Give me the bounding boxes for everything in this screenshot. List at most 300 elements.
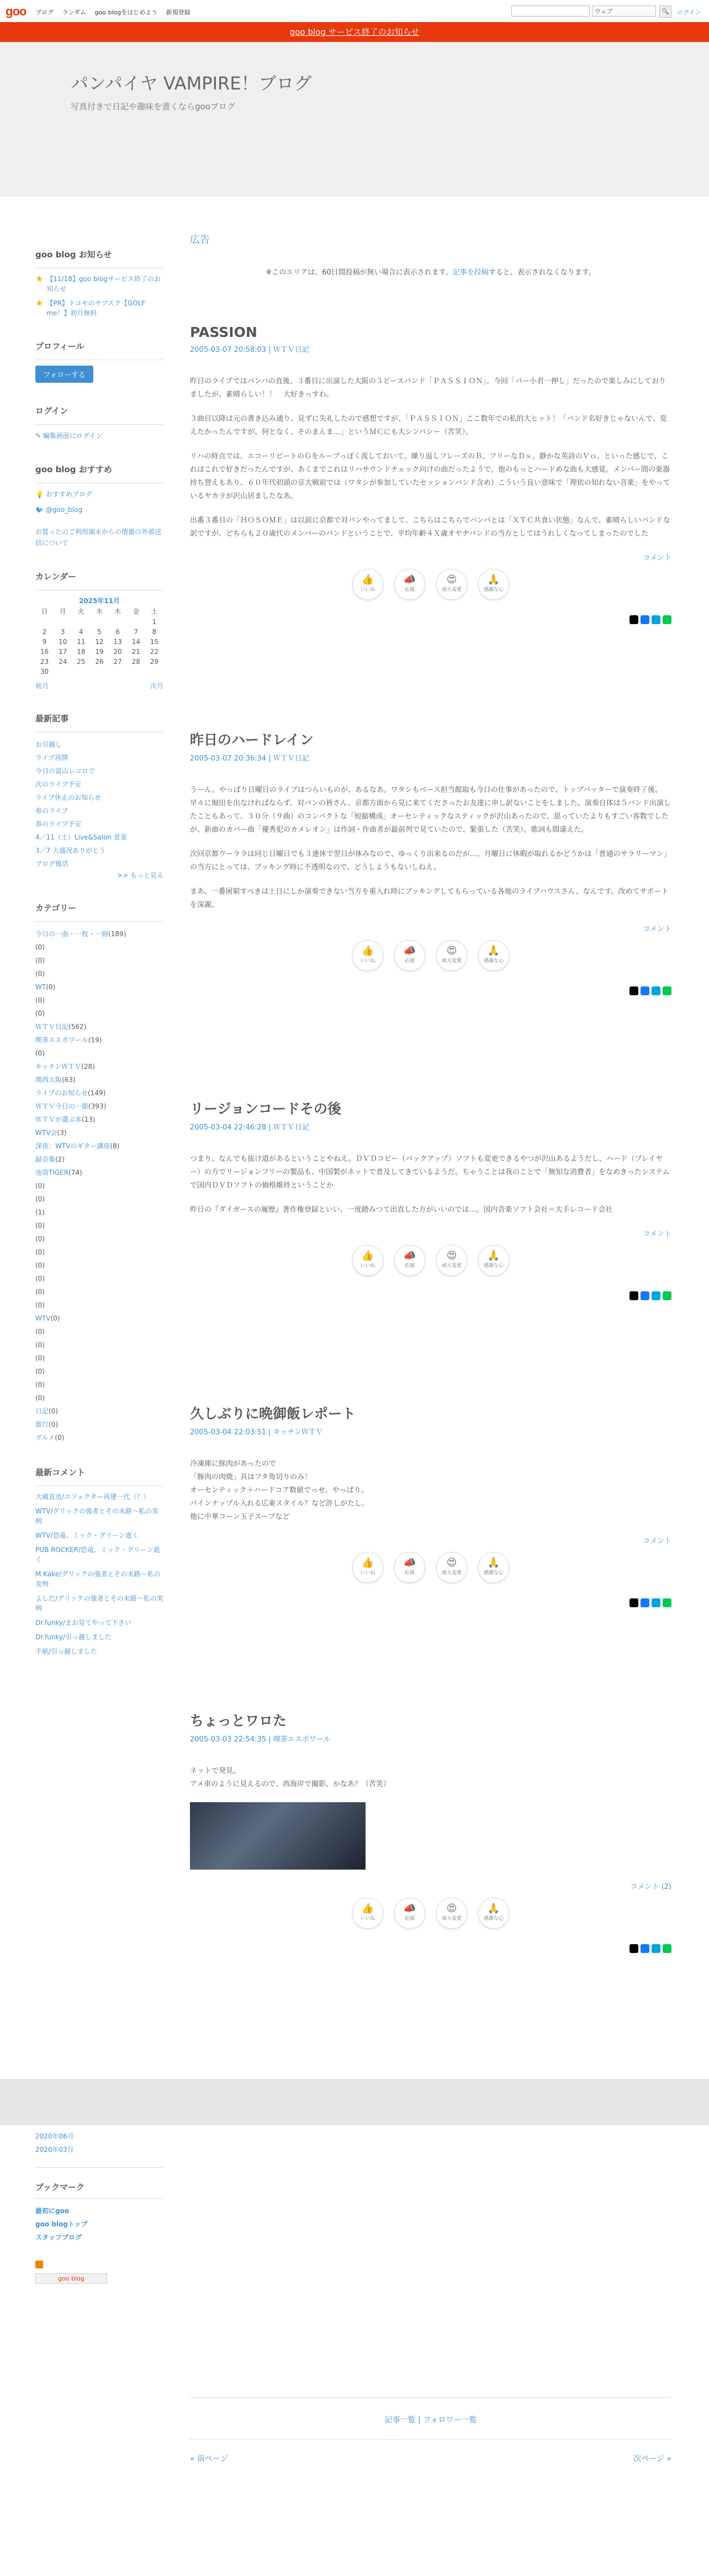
weekday-label: 金 [133, 608, 140, 615]
category-count: (0) [35, 1182, 45, 1190]
category-count: (393) [88, 1102, 107, 1110]
recent-article-link[interactable]: お引越し [35, 741, 62, 748]
login-heading: ログイン [35, 405, 163, 425]
category-heading: カテゴリー [35, 902, 163, 922]
line-share-icon[interactable] [663, 1598, 671, 1607]
calendar-day: 9 [42, 638, 47, 646]
category-name[interactable]: ライブのお知らせ [35, 1089, 88, 1097]
category-name[interactable]: WTV会 [35, 1129, 57, 1137]
recent-article-link[interactable]: 春のライブ予定 [35, 820, 82, 828]
reaction-buttons [190, 569, 671, 600]
calendar-day: 13 [113, 638, 122, 646]
bird-icon: 🐦 [35, 506, 44, 514]
calendar-prev-link[interactable]: 前月 [35, 682, 49, 690]
calendar-day: 8 [152, 628, 157, 636]
calendar-day [127, 617, 145, 627]
search-icon[interactable]: 🔍 [659, 6, 671, 18]
entry-paragraph: 昨日のライブではパンパの直後、３番目に出演した大阪の３ピースバンド「ＰＡＳＳＩＯＮ」。今回「パー小君一押し」だったので楽しみにしておりましたが、素晴らしい！！ 大好きっすわ。 [190, 377, 666, 399]
category-count: (0) [35, 957, 45, 964]
reaction-emoji-icon: 😍 [446, 574, 457, 585]
calendar-week [35, 627, 163, 637]
blog-entry [190, 1710, 671, 1953]
entry-title[interactable]: ちょっとワロた [190, 1713, 287, 1729]
privacy-note-link[interactable]: お買ったのご利用端末からの情報の外部送信について [35, 528, 162, 547]
calendar-day: 28 [131, 658, 140, 666]
reaction-buttons [190, 1245, 671, 1276]
reaction-emoji-icon: 🙏 [487, 574, 500, 585]
nav-start-blog[interactable]: goo blogをはじめよう [94, 9, 158, 16]
follow-button[interactable]: フォローする [35, 366, 93, 383]
recent-comment-link[interactable]: Dr.funky/まお見てやって下さい [35, 1619, 131, 1627]
category-count: (28) [81, 1063, 95, 1070]
blog-title[interactable]: パンパイヤ VAMPIRE！ブログ [71, 73, 312, 94]
profile-heading: プロフィール [35, 340, 163, 360]
entry-paragraph: うーん。やっぱり日曜日のライブはつらいものが、あるなあ。ワタシもベース担当館取も今日の仕事があったので、トップバッターで演奏終了後、早々に堀田を出なければならず、対バンの皆さん、京都方面から見に来てくださったお友達に申し訳ないことをしました。演奏自体は５バンド出演したこともあって、３０分（９曲）のコンパクトな「短縮構成」オーセンティックなスティックが沢山あったので、思っていたよりもすごい客数でしたが、新曲のカバー曲「優秀犯のカメレオン」は作詞・作曲者が最前列で見ていたので、緊張した（苦笑）。歌詞も間違えた。 [190, 786, 671, 834]
nav-random[interactable]: ランダム [62, 9, 87, 16]
calendar-day: 7 [134, 628, 139, 636]
comment-link[interactable]: コメント [642, 554, 671, 562]
reaction-emoji-icon: 🙏 [487, 1557, 500, 1569]
category-item[interactable] [35, 1192, 163, 1206]
entry-body [190, 1458, 671, 1524]
category-count: (0) [35, 1394, 45, 1402]
archive-list [35, 2130, 163, 2156]
comment-link[interactable]: コメント [642, 925, 671, 933]
hatena-share-icon[interactable] [652, 1598, 660, 1607]
calendar-week [35, 647, 163, 657]
entry-meta[interactable]: 2005-03-04 22:03:51 | キッチンＷＴＶ [190, 1428, 323, 1437]
calendar-day [72, 667, 90, 677]
calendar-day: 1 [152, 618, 157, 626]
goo-blog-badge[interactable]: goo blog [35, 2273, 107, 2284]
reaction-label: 応援 [404, 587, 415, 593]
category-name[interactable]: 今日の一曲・一枚・一冊 [35, 930, 109, 938]
reaction-label: 感謝な心 [483, 587, 504, 593]
entry-paragraph: リハの時点では、エコーリピートのＧをループっぽく流しておいて、繰り返しフレーズのＢ、フリーなＤｓ、静かな英詩のＶｏ、といった感じで、これはこれで好きだったんですが、あくまでこれはリハサウンドチェック向けの曲だったようで。他のもっとハードめな曲も大感覚。メンバー間の楽器持ち替えもあり、６０年代初頭の京大戦前では（ワタシが参加していたセッションバンド含め）こういう良い意味で「理依の知れない音楽」をやっているヤカラが沢山居ましたなあ。 [190, 452, 670, 500]
recent-article-link[interactable]: ライブ再開 [35, 754, 68, 762]
reaction-label: 応援 [404, 1570, 415, 1576]
category-count: (0) [35, 1010, 45, 1017]
category-name[interactable]: 旅行 [35, 1421, 49, 1428]
recent-article-link[interactable]: 次のライブ予定 [35, 780, 82, 788]
reaction-label: 頑大変愛 [441, 958, 462, 964]
category-item[interactable] [35, 1391, 163, 1405]
nav-register[interactable]: 新規登録 [166, 9, 191, 16]
x-share-icon[interactable] [629, 1944, 638, 1953]
reaction-button[interactable] [478, 1898, 509, 1929]
entry-paragraph: 出番３番目の「ＨＯＳＯＭＥ」は以前に京都で対バンやってまして、こちらはこちらでパンパとは「ＸＴＣ共食い状態」なんで、素晴らしいバンドな訳ですが、どちらも２０歳代のメンバーのバンドということで、平均年齢４Ｘ歳オヤヂバンドの当方としてはうれしくなってしまったのでした [190, 516, 670, 538]
login-link[interactable]: ログイン [677, 9, 701, 16]
reaction-button[interactable] [436, 569, 467, 600]
reaction-button[interactable] [478, 940, 509, 971]
line-share-icon[interactable] [663, 1944, 671, 1953]
recent-article-link[interactable]: ブログ復活 [35, 860, 69, 868]
entry-paragraph: ネットで発見。 アメ車のように見えるので、西海岸で撮影、かなあ？（苦笑） [190, 1767, 390, 1788]
hatena-share-icon[interactable] [652, 615, 660, 624]
post-article-link[interactable]: 記事を投稿 [452, 268, 489, 277]
calendar-week [35, 667, 163, 677]
category-name[interactable]: ＷＴＶ今日の一節 [35, 1102, 89, 1110]
comment-link[interactable]: コメント [642, 1537, 671, 1545]
calendar-day: 4 [79, 628, 83, 636]
category-item[interactable] [35, 1060, 163, 1073]
x-share-icon[interactable] [629, 615, 638, 624]
category-item[interactable] [35, 927, 163, 941]
category-item[interactable] [35, 1113, 163, 1126]
calendar-day: 29 [150, 658, 159, 666]
reaction-emoji-icon: 📣 [403, 945, 416, 957]
category-item[interactable] [35, 1272, 163, 1285]
category-item[interactable] [35, 1219, 163, 1232]
category-item[interactable] [35, 1007, 163, 1020]
comment-link[interactable]: コメント [642, 1230, 671, 1238]
reaction-button[interactable] [352, 569, 383, 600]
share-buttons [190, 1291, 671, 1300]
reaction-emoji-icon: 👍 [361, 1250, 374, 1261]
category-item[interactable] [35, 1100, 163, 1113]
blog-entry [190, 324, 671, 624]
category-count: (0) [35, 1381, 45, 1389]
bookmark-link[interactable]: スタッフブログ [35, 2234, 82, 2241]
recent-comment-link[interactable]: 手紙/引っ越しました [35, 1648, 98, 1655]
archive-link[interactable]: 2020年06月 [35, 2132, 74, 2140]
category-item[interactable] [35, 1153, 163, 1166]
recent-heading: 最新記事 [35, 712, 163, 732]
calendar-day: 25 [77, 658, 86, 666]
weekday-label: 日 [41, 608, 48, 615]
recent-article-link[interactable]: 春のライブ [35, 807, 68, 815]
reaction-label: 頑大変愛 [441, 587, 462, 593]
recent-comment-link[interactable]: よしだ/グリックの強者とその末路〜私の実例 [35, 1595, 163, 1612]
bookmark-link[interactable]: goo blogトップ [35, 2220, 88, 2228]
pager [190, 2439, 671, 2464]
reaction-label: いいね [360, 1570, 375, 1576]
recommend-heading: goo blog おすすめ [35, 463, 163, 483]
category-count: (0) [35, 970, 45, 978]
category-item[interactable] [35, 1245, 163, 1259]
entry-title[interactable]: 久しぶりに晩御飯レポート [190, 1406, 356, 1422]
category-item[interactable] [35, 1139, 163, 1153]
calendar-next-link[interactable]: 次月 [150, 682, 163, 690]
x-share-icon[interactable] [629, 1598, 638, 1607]
calendar-day: 21 [131, 648, 140, 656]
facebook-share-icon[interactable] [641, 1944, 649, 1953]
reaction-label: 感謝な心 [483, 1916, 504, 1922]
entry-body [190, 375, 671, 541]
category-count: (0) [35, 1248, 45, 1256]
bookmark-link[interactable]: 最初にgoo [35, 2207, 70, 2215]
weekday-label: 火 [77, 608, 84, 615]
category-item[interactable] [35, 1179, 163, 1192]
weekday-label: 水 [96, 608, 103, 615]
category-item[interactable] [35, 1298, 163, 1312]
notice-link[interactable]: 【11/18】goo blogサービス終了のお知らせ [46, 275, 161, 293]
category-item[interactable] [35, 980, 163, 994]
weekday-label: 木 [114, 608, 121, 615]
recent-comment-link[interactable]: 大蔵直也/エフェクター再建一代（？） [35, 1493, 150, 1501]
entry-title[interactable]: 昨日のハードレイン [190, 732, 314, 748]
ad-heading: 広告 [190, 234, 210, 246]
category-count: (19) [88, 1036, 102, 1044]
category-item[interactable] [35, 1352, 163, 1365]
notice-link[interactable]: 【PR】ドコモのサブスク【GOLF me！】初月無料 [46, 299, 146, 317]
category-count: (8) [110, 1142, 120, 1150]
category-item[interactable] [35, 1285, 163, 1298]
category-item[interactable] [35, 1232, 163, 1245]
category-count: (0) [35, 1368, 45, 1375]
facebook-share-icon[interactable] [641, 1598, 649, 1607]
category-item[interactable] [35, 941, 163, 954]
reaction-button[interactable] [478, 1552, 509, 1583]
category-item[interactable] [35, 954, 163, 967]
archive-link[interactable]: 2020年03月 [35, 2146, 74, 2153]
category-count: (0) [46, 983, 56, 991]
reaction-emoji-icon: 👍 [361, 574, 374, 585]
calendar-day: 24 [59, 658, 67, 666]
calendar-day: 14 [131, 638, 140, 646]
service-end-banner[interactable]: goo blog サービス終了のお知らせ [0, 22, 709, 42]
reaction-button[interactable] [436, 1552, 467, 1583]
entry-meta[interactable]: 2005-03-07 20:58:03 | ＷＴＶ日記 [190, 346, 309, 354]
category-item[interactable] [35, 1378, 163, 1391]
comments-heading: 最新コメント [35, 1466, 163, 1486]
blog-entry [190, 1098, 671, 1300]
reaction-label: いいね [360, 1916, 375, 1922]
notice-item[interactable] [35, 298, 163, 318]
category-count: (0) [35, 996, 45, 1004]
reaction-label: 応援 [404, 958, 415, 964]
search-input[interactable] [511, 6, 590, 17]
gray-band [0, 2079, 709, 2125]
reaction-label: 頑大変愛 [441, 1263, 462, 1269]
goo-logo[interactable]: goo [6, 4, 27, 18]
reaction-buttons [190, 1552, 671, 1583]
recent-comment-link[interactable]: WTV/恐竜、ミック・グリーン逝く [35, 1532, 139, 1539]
category-item[interactable] [35, 1033, 163, 1047]
next-page-link[interactable]: 次ページ » [633, 2454, 671, 2463]
category-count: (1) [35, 1208, 45, 1216]
line-share-icon[interactable] [663, 1291, 671, 1300]
twitter-link[interactable] [35, 504, 163, 515]
entry-body [190, 1153, 671, 1217]
recent-article-link[interactable]: 4／11（土）Live&Salon 景景 [35, 833, 127, 841]
search-scope-select[interactable]: ウェブ [592, 6, 656, 17]
calendar-day: 3 [60, 628, 65, 636]
facebook-share-icon[interactable] [641, 1291, 649, 1300]
reaction-button[interactable] [478, 569, 509, 600]
reaction-emoji-icon: 🙏 [487, 1250, 500, 1261]
recent-article-link[interactable]: 今日の富山レコロで [35, 767, 96, 775]
reaction-button[interactable] [394, 569, 425, 600]
reaction-button[interactable] [436, 940, 467, 971]
category-count: (63) [62, 1076, 76, 1084]
reaction-emoji-icon: 🙏 [487, 1903, 500, 1914]
calendar-day [127, 667, 145, 677]
calendar-day: 18 [77, 648, 86, 656]
reaction-button[interactable] [352, 1245, 383, 1276]
entry-paragraph: 昨日の『ダイガースの履歴』著作権登録といい、一度踏みつて出直した方がいいのでは…。国内音楽ソフト会社＝大手レコード会社 [190, 1206, 613, 1214]
reaction-button[interactable] [394, 940, 425, 971]
calendar-day: 10 [59, 638, 67, 646]
entry-meta[interactable]: 2005-03-04 22:46:28 | ＷＴＶ日記 [190, 1123, 309, 1132]
reaction-button[interactable] [478, 1245, 509, 1276]
calendar-day: 6 [115, 628, 120, 636]
reaction-button[interactable] [394, 1245, 425, 1276]
entry-title[interactable]: リージョンコードその後 [190, 1101, 342, 1117]
category-name[interactable]: 録音集 [35, 1155, 56, 1163]
reaction-label: 感謝な心 [483, 1570, 504, 1576]
recent-comment-link[interactable]: M.Kake/グリックの強者とその末路〜私の実例 [35, 1570, 161, 1588]
category-count: (0) [55, 1434, 65, 1442]
category-count: (74) [68, 1169, 82, 1176]
category-count: (13) [82, 1116, 96, 1123]
facebook-share-icon[interactable] [641, 986, 649, 995]
reaction-label: 感謝な心 [483, 958, 504, 964]
entry-list [190, 324, 671, 1953]
recent-comment-link[interactable]: Dr.funky/引っ越しました [35, 1633, 112, 1641]
recent-comment-link[interactable]: WTV/グリックの強者とその末路〜私の実例 [35, 1507, 158, 1525]
reaction-emoji-icon: 😍 [446, 1903, 457, 1914]
entry-paragraph: つまり、なんでも抜け道があるということやねえ。ＤＶＤコピー（バックアップ）ソフトも変更できるやつが沢山あるようだし、ハード（プレイヤー）の方でリージョンフリーの製品も、中国製がネットで普及してきているようだ。ちゃうことは我のことで「無知な消費者」をなめきったシステムで国内ＤＶＤソフトの価格維持ということか [190, 1155, 670, 1190]
recent-list [35, 738, 163, 870]
category-count: (0) [35, 1049, 45, 1057]
reaction-label: 頑大変愛 [441, 1570, 462, 1576]
twitter-label: @goo_blog [45, 506, 82, 514]
reaction-emoji-icon: 👍 [361, 1903, 374, 1914]
category-name[interactable]: WT [35, 983, 46, 991]
category-item[interactable] [35, 1073, 163, 1086]
hatena-share-icon[interactable] [652, 986, 660, 995]
category-count: (0) [35, 1354, 45, 1362]
hatena-share-icon[interactable] [652, 1291, 660, 1300]
category-count: (3) [57, 1129, 67, 1137]
category-name[interactable]: グルメ [35, 1434, 55, 1442]
reaction-label: いいね [360, 1263, 375, 1269]
recent-article-link[interactable]: ライブ休止のお知らせ [35, 794, 101, 801]
reaction-button[interactable] [394, 1552, 425, 1583]
facebook-share-icon[interactable] [641, 615, 649, 624]
category-name[interactable]: 関西大阪 [35, 1076, 62, 1084]
reaction-button[interactable] [436, 1898, 467, 1929]
recommend-blog-label: おすすめブログ [45, 490, 92, 498]
category-name[interactable]: 深夜：WTVのギター講座 [35, 1142, 110, 1150]
calendar-day [72, 617, 90, 627]
category-item[interactable] [35, 1206, 163, 1219]
reaction-button[interactable] [352, 940, 383, 971]
category-name[interactable]: 池袋TIGER [35, 1169, 69, 1176]
blog-entry [190, 1403, 671, 1607]
category-count: (0) [35, 1222, 45, 1229]
reaction-button[interactable] [394, 1898, 425, 1929]
reaction-label: いいね [360, 587, 375, 593]
calendar-day [90, 667, 108, 677]
entry-meta[interactable]: 2005-03-07 20:36:34 | ＷＴＶ日記 [190, 754, 309, 763]
line-share-icon[interactable] [663, 615, 671, 624]
category-item[interactable] [35, 1431, 163, 1444]
follower-list-link[interactable]: フォロワー一覧 [423, 2416, 477, 2425]
category-item[interactable] [35, 1086, 163, 1100]
calendar-day: 26 [95, 658, 104, 666]
category-item[interactable] [35, 1338, 163, 1352]
top-nav [35, 8, 197, 17]
calendar-day: 27 [113, 658, 122, 666]
x-share-icon[interactable] [629, 1291, 638, 1300]
reaction-emoji-icon: 🙏 [487, 945, 500, 957]
calendar-day: 22 [150, 648, 159, 656]
prev-page-link[interactable]: « 前ページ [190, 2454, 228, 2463]
calendar-day: 16 [40, 648, 49, 656]
category-name[interactable]: 日記 [35, 1407, 49, 1415]
recommend-blog-link[interactable] [35, 489, 163, 500]
reaction-button[interactable] [352, 1552, 383, 1583]
category-name[interactable]: WTV [35, 1315, 51, 1322]
calendar-day: 30 [40, 668, 49, 675]
notice-item[interactable] [35, 274, 163, 294]
comment-link[interactable]: コメント (2) [630, 1883, 671, 1891]
x-share-icon[interactable] [629, 986, 638, 995]
category-name[interactable]: ＷＴＶ日記 [35, 1023, 69, 1031]
article-list-link[interactable]: 記事一覧 [384, 2416, 416, 2425]
reaction-label: 応援 [404, 1263, 415, 1269]
reaction-emoji-icon: 😍 [446, 1250, 457, 1261]
calendar-day: 15 [150, 638, 159, 646]
category-count: (0) [35, 1301, 45, 1309]
category-item[interactable] [35, 1047, 163, 1060]
edit-login-link[interactable]: ✎ 編集画面にログイン [35, 432, 103, 440]
category-count: (0) [35, 1328, 45, 1335]
reaction-button[interactable] [352, 1898, 383, 1929]
category-item[interactable] [35, 1312, 163, 1325]
category-item[interactable] [35, 1166, 163, 1179]
reaction-emoji-icon: 😍 [446, 1557, 457, 1569]
line-share-icon[interactable] [663, 986, 671, 995]
nav-blog[interactable]: ブログ [35, 9, 54, 16]
category-item[interactable] [35, 967, 163, 980]
entry-title[interactable]: PASSION [190, 324, 257, 340]
category-count: (0) [35, 1288, 45, 1296]
recent-comment-link[interactable]: PUB ROCKER/恐竜、ミック・グリーン逝く [35, 1546, 160, 1564]
reaction-emoji-icon: 📣 [403, 574, 416, 585]
category-name[interactable]: キッチンＷＴＶ [35, 1063, 82, 1070]
category-item[interactable] [35, 1259, 163, 1272]
calendar-heading: カレンダー [35, 571, 163, 590]
category-name[interactable]: ＷＴＶが選ぶ本 [35, 1116, 82, 1123]
category-item[interactable] [35, 1020, 163, 1033]
rss-icon[interactable] [35, 2261, 163, 2270]
recent-more-link[interactable]: >> もっと見る [117, 872, 163, 879]
category-item[interactable] [35, 1405, 163, 1418]
entry-meta[interactable]: 2005-03-03 22:54:35 | 喫茶エスポワール [190, 1735, 331, 1744]
hatena-share-icon[interactable] [652, 1944, 660, 1953]
bulb-icon: 💡 [35, 490, 44, 498]
category-item[interactable] [35, 1325, 163, 1338]
entry-paragraph: 冷凍庫に豚肉があったので 「豚肉の肉焼」具はフタ角切りのみ！ オーセンティック＋ハードコア数値でっせ。やっぱり。 パインナップル入れる広東スタイル？など許しがたし。 他に中華コーン玉子スープなど [190, 1460, 369, 1521]
calendar-day [54, 667, 72, 677]
reaction-emoji-icon: 📣 [403, 1557, 416, 1569]
recent-article-link[interactable]: 3／7 大盛況ありがとう [35, 847, 106, 854]
reaction-label: 頑大変愛 [441, 1916, 462, 1922]
category-item[interactable] [35, 1418, 163, 1431]
category-item[interactable] [35, 1126, 163, 1139]
category-item[interactable] [35, 1365, 163, 1378]
car-photo [190, 1802, 366, 1870]
category-name[interactable]: 喫茶エスポワール [35, 1036, 88, 1044]
blog-header [0, 42, 709, 197]
category-item[interactable] [35, 994, 163, 1007]
reaction-button[interactable] [436, 1245, 467, 1276]
calendar-day [109, 617, 127, 627]
category-count: (0) [35, 1275, 45, 1282]
